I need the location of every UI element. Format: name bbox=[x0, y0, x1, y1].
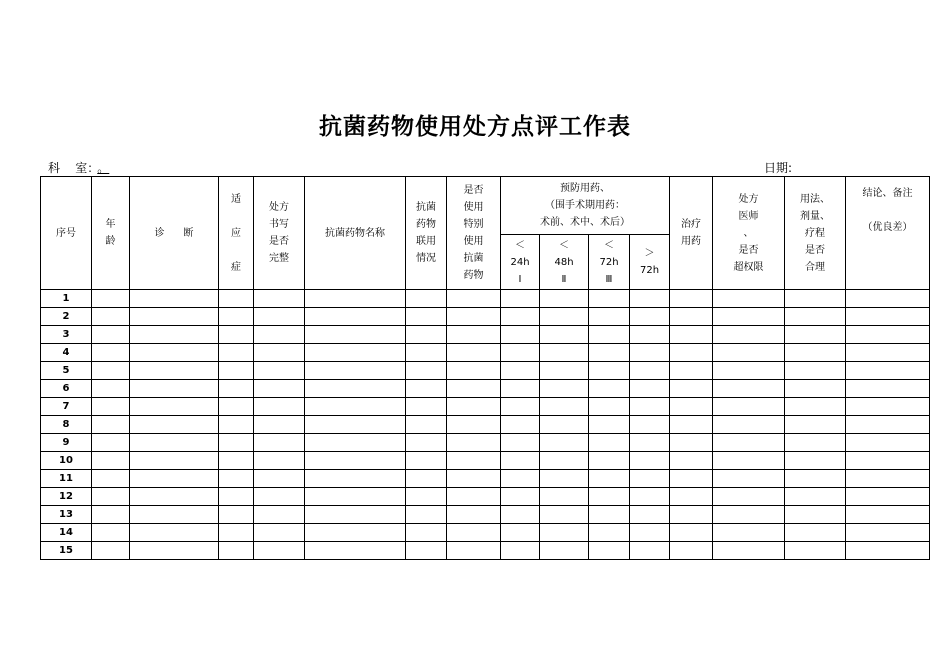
table-cell[interactable] bbox=[447, 488, 501, 506]
table-row bbox=[41, 290, 930, 308]
table-cell[interactable] bbox=[846, 326, 930, 344]
table-cell[interactable] bbox=[305, 380, 406, 398]
table-cell[interactable] bbox=[785, 524, 846, 542]
table-cell[interactable] bbox=[130, 398, 219, 416]
table-cell[interactable] bbox=[630, 308, 670, 326]
table-cell[interactable] bbox=[785, 380, 846, 398]
table-cell[interactable] bbox=[630, 416, 670, 434]
table-cell[interactable] bbox=[713, 470, 785, 488]
table-cell[interactable] bbox=[406, 380, 447, 398]
header-prophylactic: 预防用药、 （围手术期用药： 术前、术中、术后） bbox=[501, 177, 670, 235]
table-cell[interactable] bbox=[92, 290, 130, 308]
table-cell[interactable] bbox=[785, 344, 846, 362]
table-cell[interactable] bbox=[219, 380, 254, 398]
table-cell[interactable] bbox=[92, 344, 130, 362]
table-cell[interactable] bbox=[254, 308, 305, 326]
table-cell[interactable] bbox=[219, 398, 254, 416]
table-cell[interactable] bbox=[130, 524, 219, 542]
table-cell[interactable] bbox=[670, 506, 713, 524]
table-cell[interactable] bbox=[130, 452, 219, 470]
table-cell[interactable] bbox=[130, 362, 219, 380]
table-cell[interactable] bbox=[254, 398, 305, 416]
table-cell[interactable] bbox=[219, 506, 254, 524]
table-cell[interactable] bbox=[406, 452, 447, 470]
table-cell[interactable] bbox=[447, 326, 501, 344]
table-cell[interactable] bbox=[713, 326, 785, 344]
table-cell[interactable] bbox=[589, 542, 630, 560]
table-row bbox=[41, 380, 930, 398]
table-cell[interactable] bbox=[406, 488, 447, 506]
table-cell[interactable] bbox=[254, 362, 305, 380]
table-row bbox=[41, 308, 930, 326]
table-cell[interactable] bbox=[501, 524, 540, 542]
table-cell[interactable] bbox=[846, 470, 930, 488]
table-cell[interactable] bbox=[630, 398, 670, 416]
row-number: 14 bbox=[41, 524, 92, 542]
table-cell[interactable] bbox=[589, 506, 630, 524]
table-cell[interactable] bbox=[305, 470, 406, 488]
table-cell[interactable] bbox=[130, 290, 219, 308]
table-cell[interactable] bbox=[92, 326, 130, 344]
table-cell[interactable] bbox=[670, 416, 713, 434]
table-cell[interactable] bbox=[846, 290, 930, 308]
table-cell[interactable] bbox=[447, 398, 501, 416]
table-cell[interactable] bbox=[713, 506, 785, 524]
table-cell[interactable] bbox=[713, 524, 785, 542]
table-cell[interactable] bbox=[92, 524, 130, 542]
table-cell[interactable] bbox=[670, 398, 713, 416]
table-cell[interactable] bbox=[540, 434, 589, 452]
row-number: 11 bbox=[41, 470, 92, 488]
table-cell[interactable] bbox=[589, 488, 630, 506]
table-cell[interactable] bbox=[630, 362, 670, 380]
table-cell[interactable] bbox=[92, 452, 130, 470]
table-cell[interactable] bbox=[540, 452, 589, 470]
table-cell[interactable] bbox=[92, 434, 130, 452]
header-usage-reasonable: 用法、 剂量、 疗程 是否 合理 bbox=[785, 177, 846, 290]
table-cell[interactable] bbox=[254, 452, 305, 470]
table-cell[interactable] bbox=[447, 506, 501, 524]
table-cell[interactable] bbox=[630, 452, 670, 470]
table-cell[interactable] bbox=[670, 452, 713, 470]
table-cell[interactable] bbox=[219, 326, 254, 344]
department-value[interactable]: 。 bbox=[97, 161, 110, 175]
row-number: 8 bbox=[41, 416, 92, 434]
table-cell[interactable] bbox=[305, 326, 406, 344]
table-cell[interactable] bbox=[589, 308, 630, 326]
table-cell[interactable] bbox=[447, 362, 501, 380]
row-number: 6 bbox=[41, 380, 92, 398]
table-cell[interactable] bbox=[540, 470, 589, 488]
table-cell[interactable] bbox=[254, 344, 305, 362]
table-cell[interactable] bbox=[447, 434, 501, 452]
table-cell[interactable] bbox=[589, 434, 630, 452]
table-cell[interactable] bbox=[630, 506, 670, 524]
table-cell[interactable] bbox=[785, 398, 846, 416]
table-cell[interactable] bbox=[447, 470, 501, 488]
table-cell[interactable] bbox=[630, 470, 670, 488]
table-cell[interactable] bbox=[670, 542, 713, 560]
table-cell[interactable] bbox=[130, 416, 219, 434]
table-cell[interactable] bbox=[785, 488, 846, 506]
table-cell[interactable] bbox=[713, 398, 785, 416]
table-cell[interactable] bbox=[846, 542, 930, 560]
row-number: 7 bbox=[41, 398, 92, 416]
table-cell[interactable] bbox=[254, 524, 305, 542]
table-cell[interactable] bbox=[305, 524, 406, 542]
table-cell[interactable] bbox=[219, 470, 254, 488]
table-cell[interactable] bbox=[785, 290, 846, 308]
table-cell[interactable] bbox=[846, 434, 930, 452]
table-cell[interactable] bbox=[589, 524, 630, 542]
table-cell[interactable] bbox=[846, 344, 930, 362]
page-title: 抗菌药物使用处方点评工作表 bbox=[319, 114, 631, 140]
table-cell[interactable] bbox=[406, 506, 447, 524]
table-cell[interactable] bbox=[630, 434, 670, 452]
table-cell[interactable] bbox=[501, 434, 540, 452]
department-label: 科 室： bbox=[48, 161, 94, 175]
table-row bbox=[41, 524, 930, 542]
table-cell[interactable] bbox=[846, 362, 930, 380]
table-cell[interactable] bbox=[305, 290, 406, 308]
table-row bbox=[41, 344, 930, 362]
table-cell[interactable] bbox=[447, 344, 501, 362]
table-cell[interactable] bbox=[540, 326, 589, 344]
table-cell[interactable] bbox=[92, 380, 130, 398]
table-cell[interactable] bbox=[305, 362, 406, 380]
table-cell[interactable] bbox=[540, 542, 589, 560]
table-cell[interactable] bbox=[501, 380, 540, 398]
header-prescription-complete: 处方 书写 是否 完整 bbox=[254, 177, 305, 290]
table-cell[interactable] bbox=[254, 434, 305, 452]
table-cell[interactable] bbox=[501, 452, 540, 470]
table-cell[interactable] bbox=[630, 326, 670, 344]
header-indication: 适 应 症 bbox=[219, 177, 254, 290]
table-cell[interactable] bbox=[219, 488, 254, 506]
table-cell[interactable] bbox=[92, 398, 130, 416]
table-cell[interactable] bbox=[501, 488, 540, 506]
review-table bbox=[40, 176, 930, 560]
table-cell[interactable] bbox=[670, 380, 713, 398]
table-cell[interactable] bbox=[713, 416, 785, 434]
table-cell[interactable] bbox=[785, 452, 846, 470]
row-number: 3 bbox=[41, 326, 92, 344]
table-cell[interactable] bbox=[130, 542, 219, 560]
table-cell[interactable] bbox=[305, 344, 406, 362]
header-special-use: 是否 使用 特别 使用 抗菌 药物 bbox=[447, 177, 501, 290]
table-cell[interactable] bbox=[406, 326, 447, 344]
table-cell[interactable] bbox=[406, 308, 447, 326]
table-cell[interactable] bbox=[785, 308, 846, 326]
table-cell[interactable] bbox=[589, 470, 630, 488]
table-row bbox=[41, 488, 930, 506]
table-cell[interactable] bbox=[670, 290, 713, 308]
table-row bbox=[41, 434, 930, 452]
header-seq: 序号 bbox=[41, 177, 92, 290]
table-cell[interactable] bbox=[406, 290, 447, 308]
table-cell[interactable] bbox=[540, 308, 589, 326]
row-number: 15 bbox=[41, 542, 92, 560]
date-label: 日期: bbox=[764, 161, 793, 175]
table-cell[interactable] bbox=[670, 434, 713, 452]
table-cell[interactable] bbox=[846, 506, 930, 524]
table-cell[interactable] bbox=[305, 308, 406, 326]
table-cell[interactable] bbox=[305, 398, 406, 416]
table-cell[interactable] bbox=[501, 470, 540, 488]
table-cell[interactable] bbox=[540, 488, 589, 506]
table-cell[interactable] bbox=[785, 434, 846, 452]
table-cell[interactable] bbox=[219, 434, 254, 452]
table-cell[interactable] bbox=[305, 488, 406, 506]
row-number: 1 bbox=[41, 290, 92, 308]
table-cell[interactable] bbox=[219, 524, 254, 542]
table-cell[interactable] bbox=[447, 308, 501, 326]
header-therapeutic: 治疗 用药 bbox=[670, 177, 713, 290]
table-cell[interactable] bbox=[305, 434, 406, 452]
table-cell[interactable] bbox=[406, 470, 447, 488]
table-cell[interactable] bbox=[130, 308, 219, 326]
table-cell[interactable] bbox=[846, 524, 930, 542]
table-cell[interactable] bbox=[713, 452, 785, 470]
table-cell[interactable] bbox=[254, 416, 305, 434]
table-cell[interactable] bbox=[846, 488, 930, 506]
table-cell[interactable] bbox=[219, 290, 254, 308]
table-cell[interactable] bbox=[785, 326, 846, 344]
table-cell[interactable] bbox=[785, 362, 846, 380]
table-cell[interactable] bbox=[540, 416, 589, 434]
table-cell[interactable] bbox=[406, 416, 447, 434]
table-cell[interactable] bbox=[447, 416, 501, 434]
row-number: 4 bbox=[41, 344, 92, 362]
table-cell[interactable] bbox=[589, 398, 630, 416]
table-cell[interactable] bbox=[589, 452, 630, 470]
table-cell[interactable] bbox=[846, 452, 930, 470]
table-cell[interactable] bbox=[713, 542, 785, 560]
table-cell[interactable] bbox=[670, 344, 713, 362]
table-cell[interactable] bbox=[305, 452, 406, 470]
table-cell[interactable] bbox=[130, 326, 219, 344]
table-cell[interactable] bbox=[670, 326, 713, 344]
table-cell[interactable] bbox=[713, 362, 785, 380]
table-cell[interactable] bbox=[406, 344, 447, 362]
table-cell[interactable] bbox=[630, 542, 670, 560]
table-cell[interactable] bbox=[254, 326, 305, 344]
table-cell[interactable] bbox=[785, 470, 846, 488]
table-cell[interactable] bbox=[670, 524, 713, 542]
table-cell[interactable] bbox=[219, 452, 254, 470]
table-cell[interactable] bbox=[130, 470, 219, 488]
table-cell[interactable] bbox=[447, 290, 501, 308]
table-row bbox=[41, 542, 930, 560]
table-cell[interactable] bbox=[92, 488, 130, 506]
table-cell[interactable] bbox=[406, 434, 447, 452]
table-cell[interactable] bbox=[846, 398, 930, 416]
table-cell[interactable] bbox=[501, 416, 540, 434]
table-row bbox=[41, 506, 930, 524]
table-cell[interactable] bbox=[713, 308, 785, 326]
table-cell[interactable] bbox=[92, 470, 130, 488]
table-cell[interactable] bbox=[589, 380, 630, 398]
table-cell[interactable] bbox=[130, 506, 219, 524]
table-cell[interactable] bbox=[785, 416, 846, 434]
table-cell[interactable] bbox=[406, 542, 447, 560]
table-row bbox=[41, 326, 930, 344]
table-cell[interactable] bbox=[254, 380, 305, 398]
table-cell[interactable] bbox=[630, 524, 670, 542]
table-cell[interactable] bbox=[713, 344, 785, 362]
table-cell[interactable] bbox=[670, 362, 713, 380]
table-cell[interactable] bbox=[846, 308, 930, 326]
header-conclusion: 结论、备注 （优良差） bbox=[846, 177, 930, 290]
table-cell[interactable] bbox=[92, 542, 130, 560]
table-cell[interactable] bbox=[501, 308, 540, 326]
table-cell[interactable] bbox=[846, 416, 930, 434]
table-cell[interactable] bbox=[540, 524, 589, 542]
table-cell[interactable] bbox=[447, 524, 501, 542]
table-cell[interactable] bbox=[92, 416, 130, 434]
header-age: 年 龄 bbox=[92, 177, 130, 290]
header-drug-name: 抗菌药物名称 bbox=[305, 177, 406, 290]
table-cell[interactable] bbox=[406, 398, 447, 416]
table-row bbox=[41, 452, 930, 470]
table-cell[interactable] bbox=[713, 290, 785, 308]
table-cell[interactable] bbox=[130, 488, 219, 506]
table-cell[interactable] bbox=[130, 434, 219, 452]
table-row bbox=[41, 398, 930, 416]
table-cell[interactable] bbox=[92, 506, 130, 524]
table-cell[interactable] bbox=[501, 542, 540, 560]
table-row bbox=[41, 470, 930, 488]
table-cell[interactable] bbox=[670, 470, 713, 488]
table-cell[interactable] bbox=[589, 326, 630, 344]
row-number: 10 bbox=[41, 452, 92, 470]
table-cell[interactable] bbox=[219, 542, 254, 560]
table-cell[interactable] bbox=[630, 344, 670, 362]
table-cell[interactable] bbox=[670, 308, 713, 326]
header-combination: 抗菌 药物 联用 情况 bbox=[406, 177, 447, 290]
table-cell[interactable] bbox=[670, 488, 713, 506]
table-cell[interactable] bbox=[846, 380, 930, 398]
table-cell[interactable] bbox=[501, 506, 540, 524]
table-cell[interactable] bbox=[589, 416, 630, 434]
table-cell[interactable] bbox=[589, 344, 630, 362]
table-cell[interactable] bbox=[501, 344, 540, 362]
table-cell[interactable] bbox=[254, 470, 305, 488]
table-cell[interactable] bbox=[501, 398, 540, 416]
table-cell[interactable] bbox=[406, 524, 447, 542]
table-cell[interactable] bbox=[219, 416, 254, 434]
table-cell[interactable] bbox=[540, 290, 589, 308]
header-over-72h: ＞ 72h bbox=[630, 235, 670, 290]
row-number: 5 bbox=[41, 362, 92, 380]
table-cell[interactable] bbox=[540, 344, 589, 362]
table-cell[interactable] bbox=[305, 416, 406, 434]
table-cell[interactable] bbox=[540, 380, 589, 398]
table-cell[interactable] bbox=[589, 362, 630, 380]
table-cell[interactable] bbox=[501, 362, 540, 380]
table-cell[interactable] bbox=[447, 542, 501, 560]
table-cell[interactable] bbox=[630, 488, 670, 506]
table-cell[interactable] bbox=[447, 452, 501, 470]
table-cell[interactable] bbox=[785, 542, 846, 560]
table-cell[interactable] bbox=[540, 506, 589, 524]
table-cell[interactable] bbox=[540, 398, 589, 416]
header-diagnosis: 诊 断 bbox=[130, 177, 219, 290]
table-cell[interactable] bbox=[406, 362, 447, 380]
table-cell[interactable] bbox=[713, 434, 785, 452]
table-cell[interactable] bbox=[254, 542, 305, 560]
table-cell[interactable] bbox=[305, 506, 406, 524]
table-cell[interactable] bbox=[447, 380, 501, 398]
table-cell[interactable] bbox=[219, 344, 254, 362]
table-cell[interactable] bbox=[501, 326, 540, 344]
row-number: 9 bbox=[41, 434, 92, 452]
table-cell[interactable] bbox=[130, 380, 219, 398]
table-row bbox=[41, 362, 930, 380]
table-cell[interactable] bbox=[219, 362, 254, 380]
header-under-24h: ＜ 24h Ⅰ bbox=[501, 235, 540, 290]
row-number: 2 bbox=[41, 308, 92, 326]
row-number: 12 bbox=[41, 488, 92, 506]
table-cell[interactable] bbox=[713, 380, 785, 398]
row-number: 13 bbox=[41, 506, 92, 524]
header-under-72h: ＜ 72h Ⅲ bbox=[589, 235, 630, 290]
table-cell[interactable] bbox=[630, 380, 670, 398]
table-cell[interactable] bbox=[540, 362, 589, 380]
table-body bbox=[41, 290, 930, 560]
table-cell[interactable] bbox=[630, 290, 670, 308]
header-under-48h: ＜ 48h Ⅱ bbox=[540, 235, 589, 290]
table-cell[interactable] bbox=[254, 488, 305, 506]
table-cell[interactable] bbox=[92, 362, 130, 380]
table-cell[interactable] bbox=[92, 308, 130, 326]
table-cell[interactable] bbox=[785, 506, 846, 524]
table-cell[interactable] bbox=[254, 290, 305, 308]
table-cell[interactable] bbox=[305, 542, 406, 560]
table-cell[interactable] bbox=[219, 308, 254, 326]
table-cell[interactable] bbox=[501, 290, 540, 308]
department-field bbox=[48, 159, 109, 176]
table-cell[interactable] bbox=[589, 290, 630, 308]
table-cell[interactable] bbox=[130, 344, 219, 362]
table-cell[interactable] bbox=[254, 506, 305, 524]
table-row bbox=[41, 416, 930, 434]
table-cell[interactable] bbox=[713, 488, 785, 506]
header-physician-authority: 处方 医师 、 是否 超权限 bbox=[713, 177, 785, 290]
